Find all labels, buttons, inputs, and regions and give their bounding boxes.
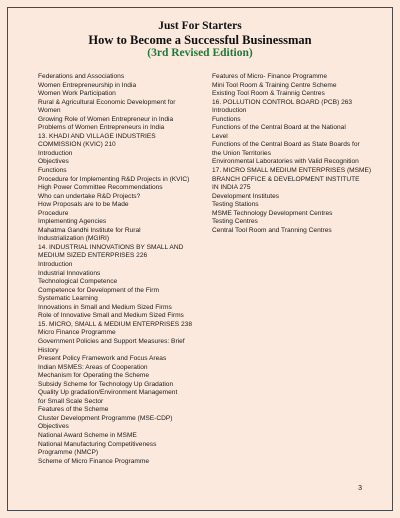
toc-entry: Innovations in Small and Medium Sized Firms [38,303,172,311]
toc-entry: 16. POLLUTION CONTROL BOARD (PCB) 263 [212,98,353,106]
toc-entry: Development Institutes [212,192,280,200]
toc-left-column [38,73,208,466]
toc-entry: Role of Innovative Small and Medium Sized Firms [38,312,184,320]
toc-entry: Testing Centres [212,218,258,226]
toc-entry: for Small Scale Sector [38,397,104,405]
toc-entry: Environmental Laboratories with Valid Recognition [212,158,359,166]
toc-entry: Objectives [38,158,69,166]
toc-entry: Central Tool Room and Tranning Centres [212,226,332,234]
toc-entry: Implementing Agencies [38,218,107,226]
toc-entry: IN INDIA 275 [212,184,251,192]
toc-entry: the Union Territories [212,149,271,157]
toc-entry: Cluster Development Programme (MSE-CDP) [38,414,173,422]
toc-entry: Procedure [38,209,69,217]
toc-entry: Micro Finance Programme [38,329,116,337]
toc-entry: MEDIUM SIZED ENTERPRISES 226 [38,252,148,260]
toc-entry: Quality Up gradation/Environment Management [38,389,178,397]
toc-entry: National Manufacturing Competitiveness [38,440,157,448]
toc-entry: High Power Committee Recommendations [38,184,163,192]
toc-entry: Rural & Agricultural Economic Development for [38,98,176,106]
toc-entry: 17. MICRO SMALL MEDIUM ENTERPRISES (MSME) [212,167,372,175]
toc-entry: Women Entrepreneurship in India [38,81,137,89]
toc-entry: MSME Technology Development Centres [212,209,333,217]
toc-entry: Level [212,132,228,140]
series-title: Just For Starters [158,20,242,32]
toc-entry: Mini Tool Room & Training Centre Scheme [212,81,337,89]
toc-entry: Women Work Participation [38,90,116,98]
toc-entry: Industrial Innovations [38,269,101,277]
toc-entry: Scheme of Micro Finance Programme [38,457,150,465]
toc-entry: Federations and Associations [38,73,125,80]
toc-entry: Government Policies and Support Measures: Brief [38,337,185,345]
toc-entry: Functions [212,115,241,123]
toc-entry: Mechanism for Operating the Scheme [38,372,150,380]
toc-entry: Programme (NMCP) [38,449,99,457]
toc-entry: Features of Micro- Finance Programme [212,73,328,80]
edition-label: (3rd Revised Edition) [147,47,253,59]
toc-entry: Features of the Scheme [38,406,109,414]
toc-entry: COMMISSION (KVIC) 210 [38,141,116,149]
toc-entry: Growing Role of Women Entrepreneur in India [38,115,174,123]
toc-entry: 15. MICRO, SMALL & MEDIUM ENTERPRISES 238 [38,320,193,328]
toc-entry: Functions of the Central Board at the National [212,124,346,132]
toc-entry: How Proposals are to be Made [38,201,129,209]
toc-entry: Testing Stations [212,201,259,209]
book-title: How to Become a Successful Businessman [88,33,312,47]
toc-entry: Mahatma Gandhi Institute for Rural [38,226,141,234]
toc-entry: National Award Scheme in MSME [38,431,137,439]
toc-entry: Problems of Women Entrepreneurs in India [38,124,165,132]
page-header [0,20,400,60]
toc-entry: Procedure for Implementing R&D Projects in (KVIC) [38,175,190,183]
toc-entry: Objectives [38,423,69,431]
toc-entry: 14. INDUSTRIAL INNOVATIONS BY SMALL AND [38,243,184,251]
toc-entry: Functions [38,167,67,175]
toc-entry: Indian MSMES: Areas of Cooperation [38,363,148,371]
toc-entry: 13. KHADI AND VILLAGE INDUSTRIES [38,132,156,140]
toc-entry: Who can undertake R&D Projects? [38,192,141,200]
toc-entry: Introduction [38,261,73,269]
page-number: 3 [358,485,362,492]
toc-entry: Technological Competence [38,278,118,286]
toc-entry: Present Policy Framework and Focus Areas [38,355,167,363]
toc-right-column [212,73,372,235]
toc-entry: Subsidy Scheme for Technology Up Gradation [38,380,174,388]
toc-entry: Industrialization (MGIRI) [38,235,110,243]
toc-entry: History [38,346,59,354]
toc-entry: Women [38,107,61,115]
toc-entry: Systematic Learning [38,295,98,303]
toc-entry: Competence for Development of the Firm [38,286,159,294]
toc-entry: Introduction [38,149,73,157]
toc-entry: Functions of the Central Board as State Boards for [212,141,360,149]
toc-entry: BRANCH OFFICE & DEVELOPMENT INSTITUTE [212,175,360,183]
toc-entry: Introduction [212,107,247,115]
toc-entry: Existing Tool Room & Trainnig Centres [212,90,325,98]
